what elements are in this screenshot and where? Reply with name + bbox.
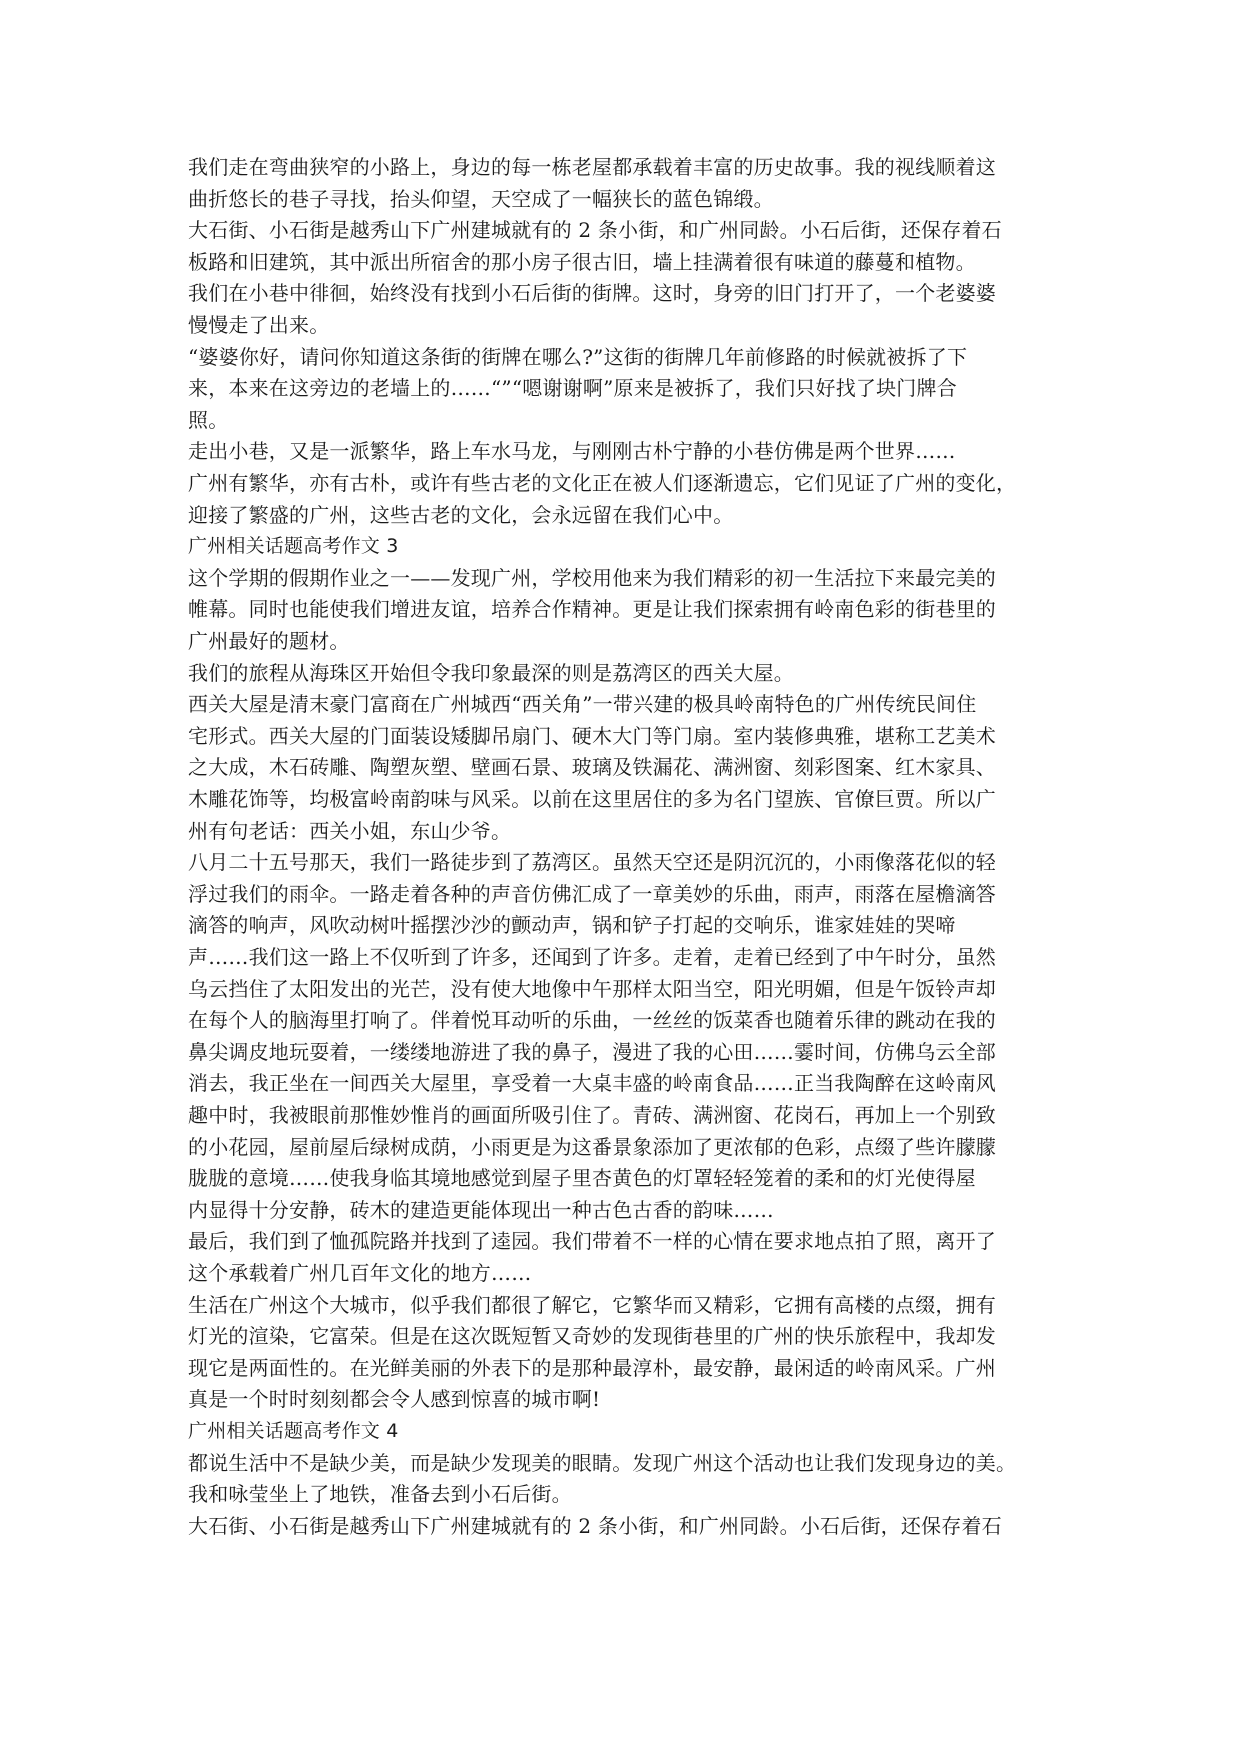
essay-heading: 广州相关话题高考作文 4 — [188, 1420, 399, 1442]
text-line: 鼻尖调皮地玩耍着，一缕缕地游进了我的鼻子，漫进了我的心田……霎时间，仿佛乌云全部 — [188, 1039, 996, 1064]
text-line: 西关大屋是清末豪门富商在广州城西“西关角”一带兴建的极具岭南特色的广州传统民间住 — [188, 692, 977, 717]
text-line: 乌云挡住了太阳发出的光芒，没有使大地像中午那样太阳当空，阳光明媚，但是午饭铃声却 — [188, 976, 996, 1001]
text-line: 广州有繁华，亦有古朴，或许有些古老的文化正在被人们逐渐遗忘，它们见证了广州的变化， — [188, 471, 1017, 495]
text-line: 这个学期的假期作业之一——发现广州，学校用他来为我们精彩的初一生活拉下来最完美的 — [188, 565, 996, 590]
text-line: 慢慢走了出来。 — [188, 313, 330, 337]
text-line: 大石街、小石街是越秀山下广州建城就有的 2 条小街，和广州同龄。小石后街，还保存着石 — [188, 218, 1002, 243]
text-line: 曲折悠长的巷子寻找，抬头仰望，天空成了一幅狭长的蓝色锦缎。 — [188, 186, 774, 211]
essay-heading: 广州相关话题高考作文 3 — [188, 535, 399, 558]
text-line: 帷幕。同时也能使我们增进友谊，培养合作精神。更是让我们探索拥有岭南色彩的街巷里的 — [188, 597, 996, 622]
text-line: 大石街、小石街是越秀山下广州建城就有的 2 条小街，和广州同龄。小石后街，还保存着石 — [188, 1513, 1002, 1538]
text-line: 在每个人的脑海里打响了。伴着悦耳动听的乐曲，一丝丝的饭菜香也随着乐律的跳动在我的 — [188, 1008, 996, 1033]
text-line: 八月二十五号那天，我们一路徒步到了荔湾区。虽然天空还是阴沉沉的，小雨像落花似的轻 — [188, 850, 996, 875]
text-line: 走出小巷，又是一派繁华，路上车水马龙，与刚刚古朴宁静的小巷仿佛是两个世界…… — [188, 439, 956, 464]
text-line: 浮过我们的雨伞。一路走着各种的声音仿佛汇成了一章美妙的乐曲，雨声，雨落在屋檐滴答 — [188, 881, 996, 906]
text-line: 我们走在弯曲狭窄的小路上，身边的每一栋老屋都承载着丰富的历史故事。我的视线顺着这 — [188, 155, 996, 179]
text-line: 生活在广州这个大城市，似乎我们都很了解它，它繁华而又精彩，它拥有高楼的点缀，拥有 — [188, 1292, 996, 1317]
text-line: 最后，我们到了恤孤院路并找到了逵园。我们带着不一样的心情在要求地点拍了照，离开了 — [188, 1229, 996, 1254]
text-line: 的小花园，屋前屋后绿树成荫，小雨更是为这番景象添加了更浓郁的色彩，点缀了些许朦朦 — [188, 1134, 996, 1159]
text-line: 州有句老话：西关小姐，东山少爷。 — [188, 818, 512, 843]
text-line: 迎接了繁盛的广州，这些古老的文化，会永远留在我们心中。 — [188, 502, 734, 527]
text-line: 宅形式。西关大屋的门面装设矮脚吊扇门、硬木大门等门扇。室内装修典雅，堪称工艺美术 — [188, 723, 996, 748]
text-line: 现它是两面性的。在光鲜美丽的外表下的是那种最淳朴，最安静，最闲适的岭南风采。广州 — [188, 1355, 996, 1380]
text-line: 板路和旧建筑，其中派出所宿舍的那小房子很古旧，墙上挂满着很有味道的藤蔓和植物。 — [188, 249, 976, 274]
text-line: 广州最好的题材。 — [188, 629, 350, 653]
text-line: 我们在小巷中徘徊，始终没有找到小石后街的街牌。这时，身旁的旧门打开了，一个老婆婆 — [188, 281, 996, 306]
text-line: 真是一个时时刻刻都会令人感到惊喜的城市啊! — [188, 1387, 601, 1412]
text-line: 木雕花饰等，均极富岭南韵味与风采。以前在这里居住的多为名门望族、官僚巨贾。所以广 — [188, 787, 996, 811]
text-line: 趣中时，我被眼前那惟妙惟肖的画面所吸引住了。青砖、满洲窗、花岗石，再加上一个别致 — [188, 1103, 996, 1127]
text-line: 这个承载着广州几百年文化的地方…… — [188, 1261, 532, 1285]
text-line: 滴答的响声，风吹动树叶摇摆沙沙的颤动声，锅和铲子打起的交响乐，谁家娃娃的哭啼 — [188, 913, 956, 938]
text-line: 我们的旅程从海珠区开始但令我印象最深的则是荔湾区的西关大屋。 — [188, 660, 794, 685]
text-line: 灯光的渲染，它富荣。但是在这次既短暂又奇妙的发现街巷里的广州的快乐旅程中，我却发 — [188, 1324, 996, 1349]
text-line: 我和咏莹坐上了地铁，准备去到小石后街。 — [188, 1482, 572, 1507]
text-line: 来，本来在这旁边的老墙上的……“”“嗯谢谢啊”原来是被拆了，我们只好找了块门牌合 — [188, 376, 957, 401]
text-line: “婆婆你好，请问你知道这条街的街牌在哪么?”这街的街牌几年前修路的时候就被拆了下 — [188, 344, 968, 369]
text-line: 之大成，木石砖雕、陶塑灰塑、壁画石景、玻璃及铁漏花、满洲窗、刻彩图案、红木家具、 — [188, 755, 996, 780]
text-line: 内显得十分安静，砖木的建造更能体现出一种古色古香的韵味…… — [188, 1197, 774, 1222]
text-line: 都说生活中不是缺少美，而是缺少发现美的眼睛。发现广州这个活动也让我们发现身边的美。 — [188, 1450, 1017, 1475]
text-line: 消去，我正坐在一间西关大屋里，享受着一大桌丰盛的岭南食品……正当我陶醉在这岭南风 — [188, 1071, 996, 1096]
text-line: 胧胧的意境……使我身临其境地感觉到屋子里杏黄色的灯罩轻轻笼着的柔和的灯光使得屋 — [188, 1166, 976, 1191]
text-line: 照。 — [188, 407, 229, 432]
text-line: 声……我们这一路上不仅听到了许多，还闻到了许多。走着，走着已经到了中午时分，虽然 — [188, 945, 996, 969]
